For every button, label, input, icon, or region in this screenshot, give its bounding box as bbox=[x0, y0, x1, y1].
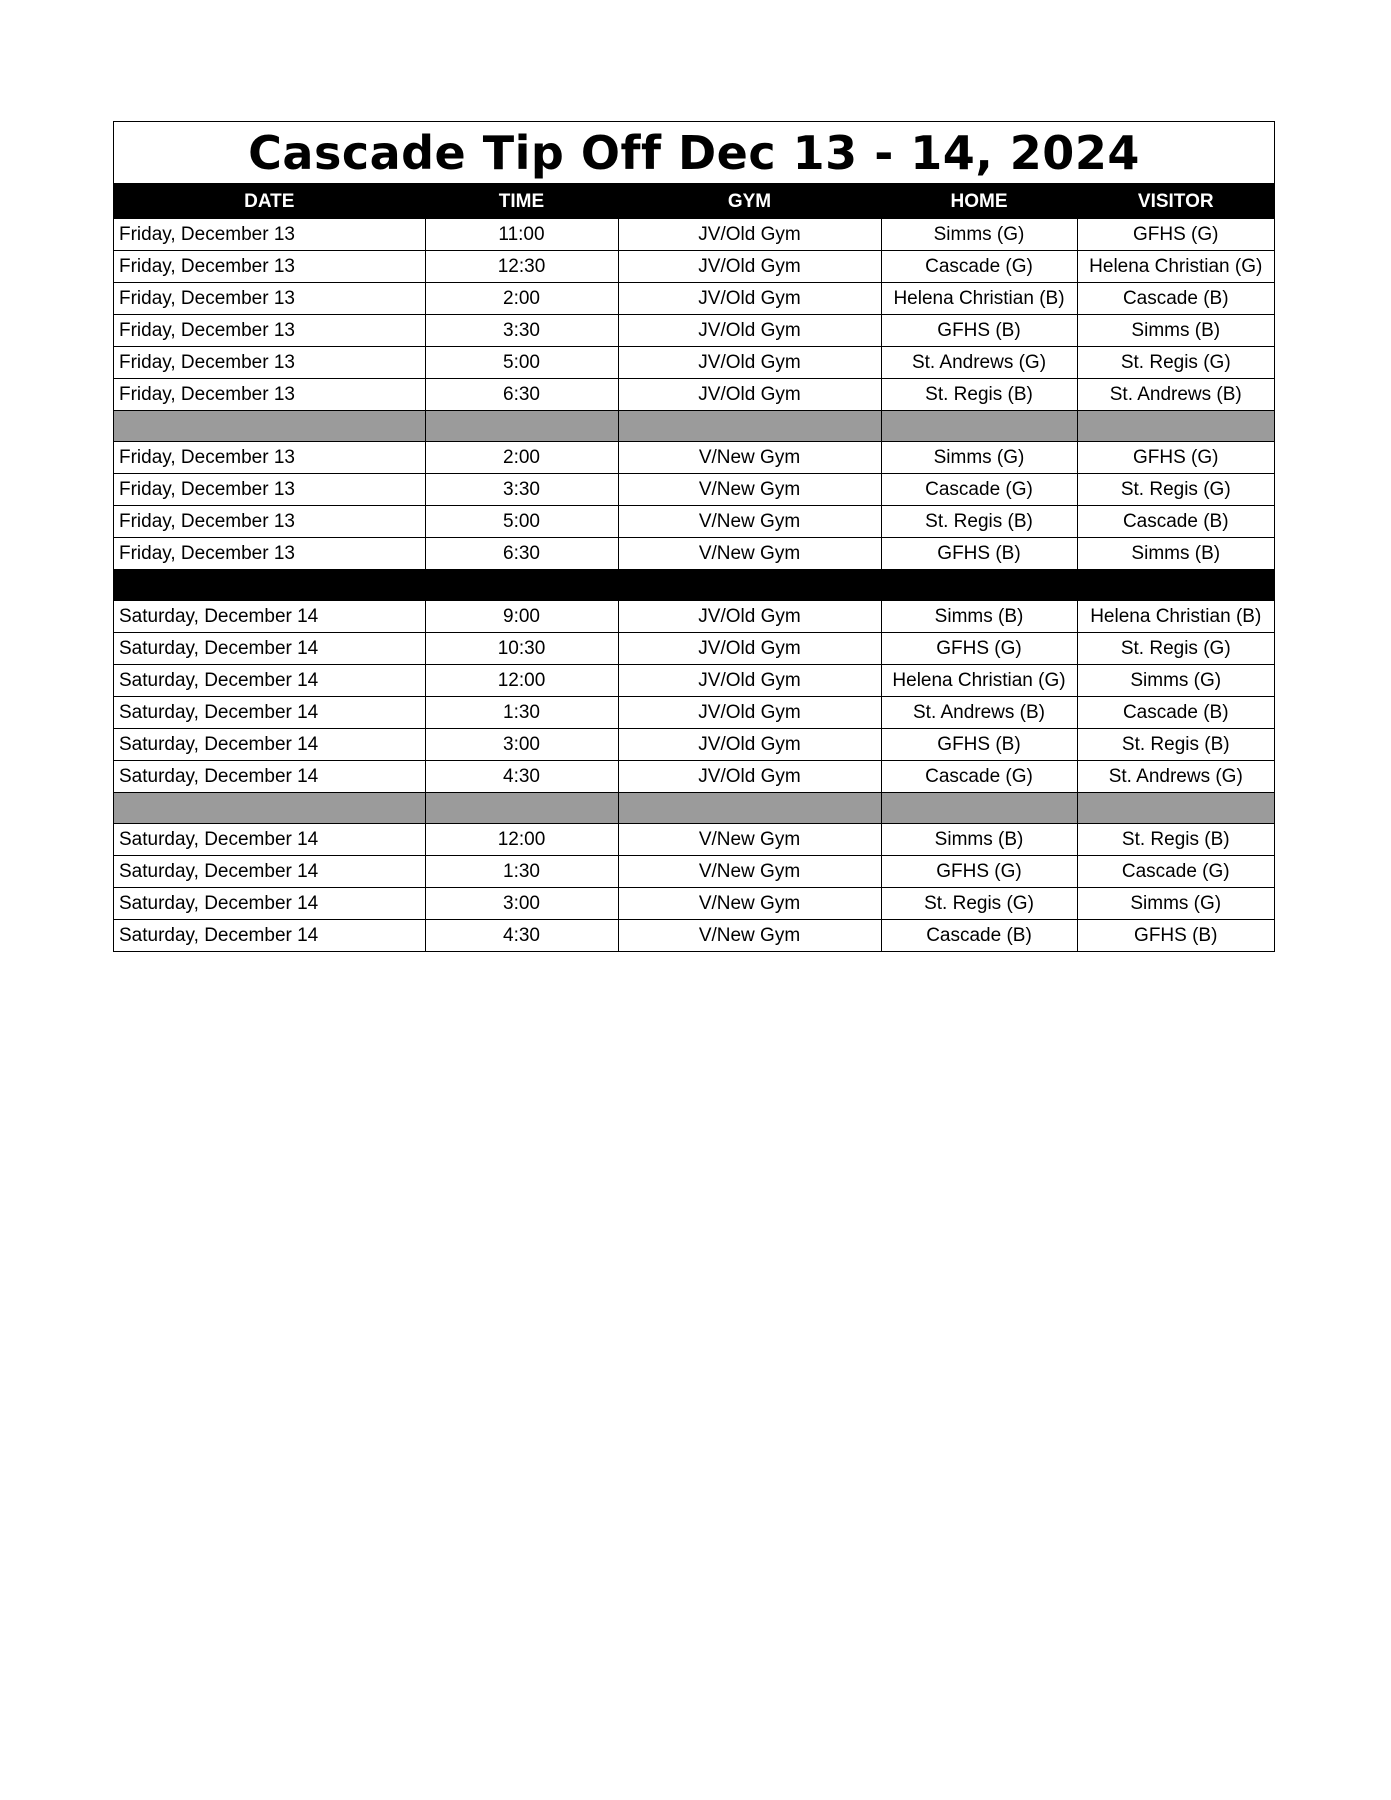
cell-date: Friday, December 13 bbox=[114, 251, 425, 283]
cell-date: Friday, December 13 bbox=[114, 538, 425, 570]
cell-visitor: Cascade (B) bbox=[1077, 506, 1274, 538]
cell-date: Saturday, December 14 bbox=[114, 761, 425, 793]
cell-gym: JV/Old Gym bbox=[618, 219, 881, 251]
cell-gym: JV/Old Gym bbox=[618, 697, 881, 729]
cell-visitor: Helena Christian (B) bbox=[1077, 601, 1274, 633]
cell-time: 3:00 bbox=[425, 729, 618, 761]
cell-home: GFHS (G) bbox=[881, 856, 1077, 888]
separator-cell bbox=[1077, 793, 1274, 824]
cell-visitor: St. Regis (G) bbox=[1077, 633, 1274, 665]
cell-home: St. Regis (B) bbox=[881, 379, 1077, 411]
cell-visitor: Cascade (B) bbox=[1077, 283, 1274, 315]
cell-date: Saturday, December 14 bbox=[114, 601, 425, 633]
cell-time: 2:00 bbox=[425, 442, 618, 474]
cell-visitor: Simms (B) bbox=[1077, 315, 1274, 347]
cell-home: Simms (G) bbox=[881, 219, 1077, 251]
table-row bbox=[114, 219, 1274, 251]
separator-row bbox=[114, 793, 1274, 824]
cell-time: 1:30 bbox=[425, 697, 618, 729]
cell-visitor: Helena Christian (G) bbox=[1077, 251, 1274, 283]
table-row bbox=[114, 347, 1274, 379]
table-row bbox=[114, 920, 1274, 952]
table-row bbox=[114, 888, 1274, 920]
cell-gym: JV/Old Gym bbox=[618, 251, 881, 283]
cell-visitor: St. Regis (G) bbox=[1077, 474, 1274, 506]
separator-cell bbox=[1077, 570, 1274, 601]
cell-gym: V/New Gym bbox=[618, 824, 881, 856]
cell-gym: JV/Old Gym bbox=[618, 729, 881, 761]
table-row bbox=[114, 729, 1274, 761]
cell-visitor: St. Regis (B) bbox=[1077, 824, 1274, 856]
cell-date: Friday, December 13 bbox=[114, 315, 425, 347]
cell-date: Friday, December 13 bbox=[114, 379, 425, 411]
cell-date: Friday, December 13 bbox=[114, 347, 425, 379]
cell-date: Friday, December 13 bbox=[114, 474, 425, 506]
cell-home: Helena Christian (B) bbox=[881, 283, 1077, 315]
cell-visitor: Simms (B) bbox=[1077, 538, 1274, 570]
cell-date: Saturday, December 14 bbox=[114, 920, 425, 952]
cell-home: St. Regis (G) bbox=[881, 888, 1077, 920]
cell-home: GFHS (B) bbox=[881, 729, 1077, 761]
table-row bbox=[114, 251, 1274, 283]
page-title: Cascade Tip Off Dec 13 - 14, 2024 bbox=[114, 122, 1274, 184]
cell-visitor: Simms (G) bbox=[1077, 665, 1274, 697]
separator-cell bbox=[425, 411, 618, 442]
cell-home: GFHS (G) bbox=[881, 633, 1077, 665]
table-row bbox=[114, 379, 1274, 411]
cell-gym: V/New Gym bbox=[618, 538, 881, 570]
separator-cell bbox=[618, 411, 881, 442]
cell-home: Cascade (G) bbox=[881, 251, 1077, 283]
cell-home: Simms (B) bbox=[881, 601, 1077, 633]
cell-time: 6:30 bbox=[425, 379, 618, 411]
cell-time: 3:30 bbox=[425, 474, 618, 506]
separator-cell bbox=[425, 793, 618, 824]
table-row bbox=[114, 538, 1274, 570]
cell-date: Saturday, December 14 bbox=[114, 633, 425, 665]
cell-home: Cascade (G) bbox=[881, 761, 1077, 793]
cell-time: 6:30 bbox=[425, 538, 618, 570]
schedule-sheet bbox=[113, 121, 1275, 952]
cell-gym: V/New Gym bbox=[618, 506, 881, 538]
cell-gym: JV/Old Gym bbox=[618, 379, 881, 411]
cell-visitor: Cascade (B) bbox=[1077, 697, 1274, 729]
cell-time: 4:30 bbox=[425, 761, 618, 793]
cell-time: 2:00 bbox=[425, 283, 618, 315]
table-row bbox=[114, 761, 1274, 793]
separator-cell bbox=[425, 570, 618, 601]
cell-time: 9:00 bbox=[425, 601, 618, 633]
cell-gym: V/New Gym bbox=[618, 856, 881, 888]
separator-row bbox=[114, 411, 1274, 442]
cell-time: 11:00 bbox=[425, 219, 618, 251]
cell-gym: JV/Old Gym bbox=[618, 633, 881, 665]
table-row bbox=[114, 474, 1274, 506]
cell-visitor: GFHS (G) bbox=[1077, 442, 1274, 474]
column-header-time: TIME bbox=[425, 185, 618, 219]
separator-cell bbox=[881, 570, 1077, 601]
separator-cell bbox=[881, 411, 1077, 442]
schedule-body bbox=[114, 219, 1274, 952]
cell-gym: JV/Old Gym bbox=[618, 315, 881, 347]
cell-home: Cascade (B) bbox=[881, 920, 1077, 952]
cell-gym: JV/Old Gym bbox=[618, 283, 881, 315]
cell-home: Helena Christian (G) bbox=[881, 665, 1077, 697]
cell-home: St. Andrews (B) bbox=[881, 697, 1077, 729]
cell-home: St. Regis (B) bbox=[881, 506, 1077, 538]
cell-home: Simms (G) bbox=[881, 442, 1077, 474]
separator-cell bbox=[114, 793, 425, 824]
cell-home: Simms (B) bbox=[881, 824, 1077, 856]
cell-date: Saturday, December 14 bbox=[114, 856, 425, 888]
cell-date: Friday, December 13 bbox=[114, 442, 425, 474]
table-row bbox=[114, 442, 1274, 474]
cell-visitor: Simms (G) bbox=[1077, 888, 1274, 920]
cell-time: 12:00 bbox=[425, 665, 618, 697]
table-row bbox=[114, 665, 1274, 697]
separator-cell bbox=[1077, 411, 1274, 442]
column-header-home: HOME bbox=[881, 185, 1077, 219]
table-row bbox=[114, 315, 1274, 347]
separator-cell bbox=[618, 793, 881, 824]
table-row bbox=[114, 697, 1274, 729]
cell-visitor: St. Andrews (B) bbox=[1077, 379, 1274, 411]
cell-visitor: St. Regis (G) bbox=[1077, 347, 1274, 379]
cell-time: 4:30 bbox=[425, 920, 618, 952]
header-row bbox=[114, 185, 1274, 219]
separator-cell bbox=[618, 570, 881, 601]
cell-date: Friday, December 13 bbox=[114, 283, 425, 315]
cell-date: Friday, December 13 bbox=[114, 219, 425, 251]
cell-gym: V/New Gym bbox=[618, 442, 881, 474]
column-header-visitor: VISITOR bbox=[1077, 185, 1274, 219]
cell-home: Cascade (G) bbox=[881, 474, 1077, 506]
cell-gym: V/New Gym bbox=[618, 920, 881, 952]
cell-gym: V/New Gym bbox=[618, 474, 881, 506]
cell-date: Saturday, December 14 bbox=[114, 665, 425, 697]
column-header-date: DATE bbox=[114, 185, 425, 219]
cell-home: GFHS (B) bbox=[881, 315, 1077, 347]
cell-date: Saturday, December 14 bbox=[114, 729, 425, 761]
cell-gym: JV/Old Gym bbox=[618, 761, 881, 793]
table-row bbox=[114, 824, 1274, 856]
cell-time: 3:00 bbox=[425, 888, 618, 920]
separator-row bbox=[114, 570, 1274, 601]
cell-home: St. Andrews (G) bbox=[881, 347, 1077, 379]
cell-time: 5:00 bbox=[425, 347, 618, 379]
cell-visitor: GFHS (G) bbox=[1077, 219, 1274, 251]
cell-date: Friday, December 13 bbox=[114, 506, 425, 538]
cell-visitor: St. Regis (B) bbox=[1077, 729, 1274, 761]
column-header-gym: GYM bbox=[618, 185, 881, 219]
cell-time: 12:00 bbox=[425, 824, 618, 856]
cell-time: 5:00 bbox=[425, 506, 618, 538]
schedule-table bbox=[114, 184, 1274, 951]
table-row bbox=[114, 633, 1274, 665]
separator-cell bbox=[114, 411, 425, 442]
cell-gym: JV/Old Gym bbox=[618, 665, 881, 697]
table-row bbox=[114, 856, 1274, 888]
cell-date: Saturday, December 14 bbox=[114, 697, 425, 729]
table-row bbox=[114, 283, 1274, 315]
cell-visitor: GFHS (B) bbox=[1077, 920, 1274, 952]
cell-home: GFHS (B) bbox=[881, 538, 1077, 570]
cell-gym: JV/Old Gym bbox=[618, 347, 881, 379]
cell-date: Saturday, December 14 bbox=[114, 824, 425, 856]
cell-time: 3:30 bbox=[425, 315, 618, 347]
table-row bbox=[114, 506, 1274, 538]
cell-gym: JV/Old Gym bbox=[618, 601, 881, 633]
separator-cell bbox=[114, 570, 425, 601]
cell-time: 12:30 bbox=[425, 251, 618, 283]
separator-cell bbox=[881, 793, 1077, 824]
cell-time: 10:30 bbox=[425, 633, 618, 665]
cell-time: 1:30 bbox=[425, 856, 618, 888]
cell-date: Saturday, December 14 bbox=[114, 888, 425, 920]
cell-gym: V/New Gym bbox=[618, 888, 881, 920]
table-row bbox=[114, 601, 1274, 633]
cell-visitor: Cascade (G) bbox=[1077, 856, 1274, 888]
cell-visitor: St. Andrews (G) bbox=[1077, 761, 1274, 793]
